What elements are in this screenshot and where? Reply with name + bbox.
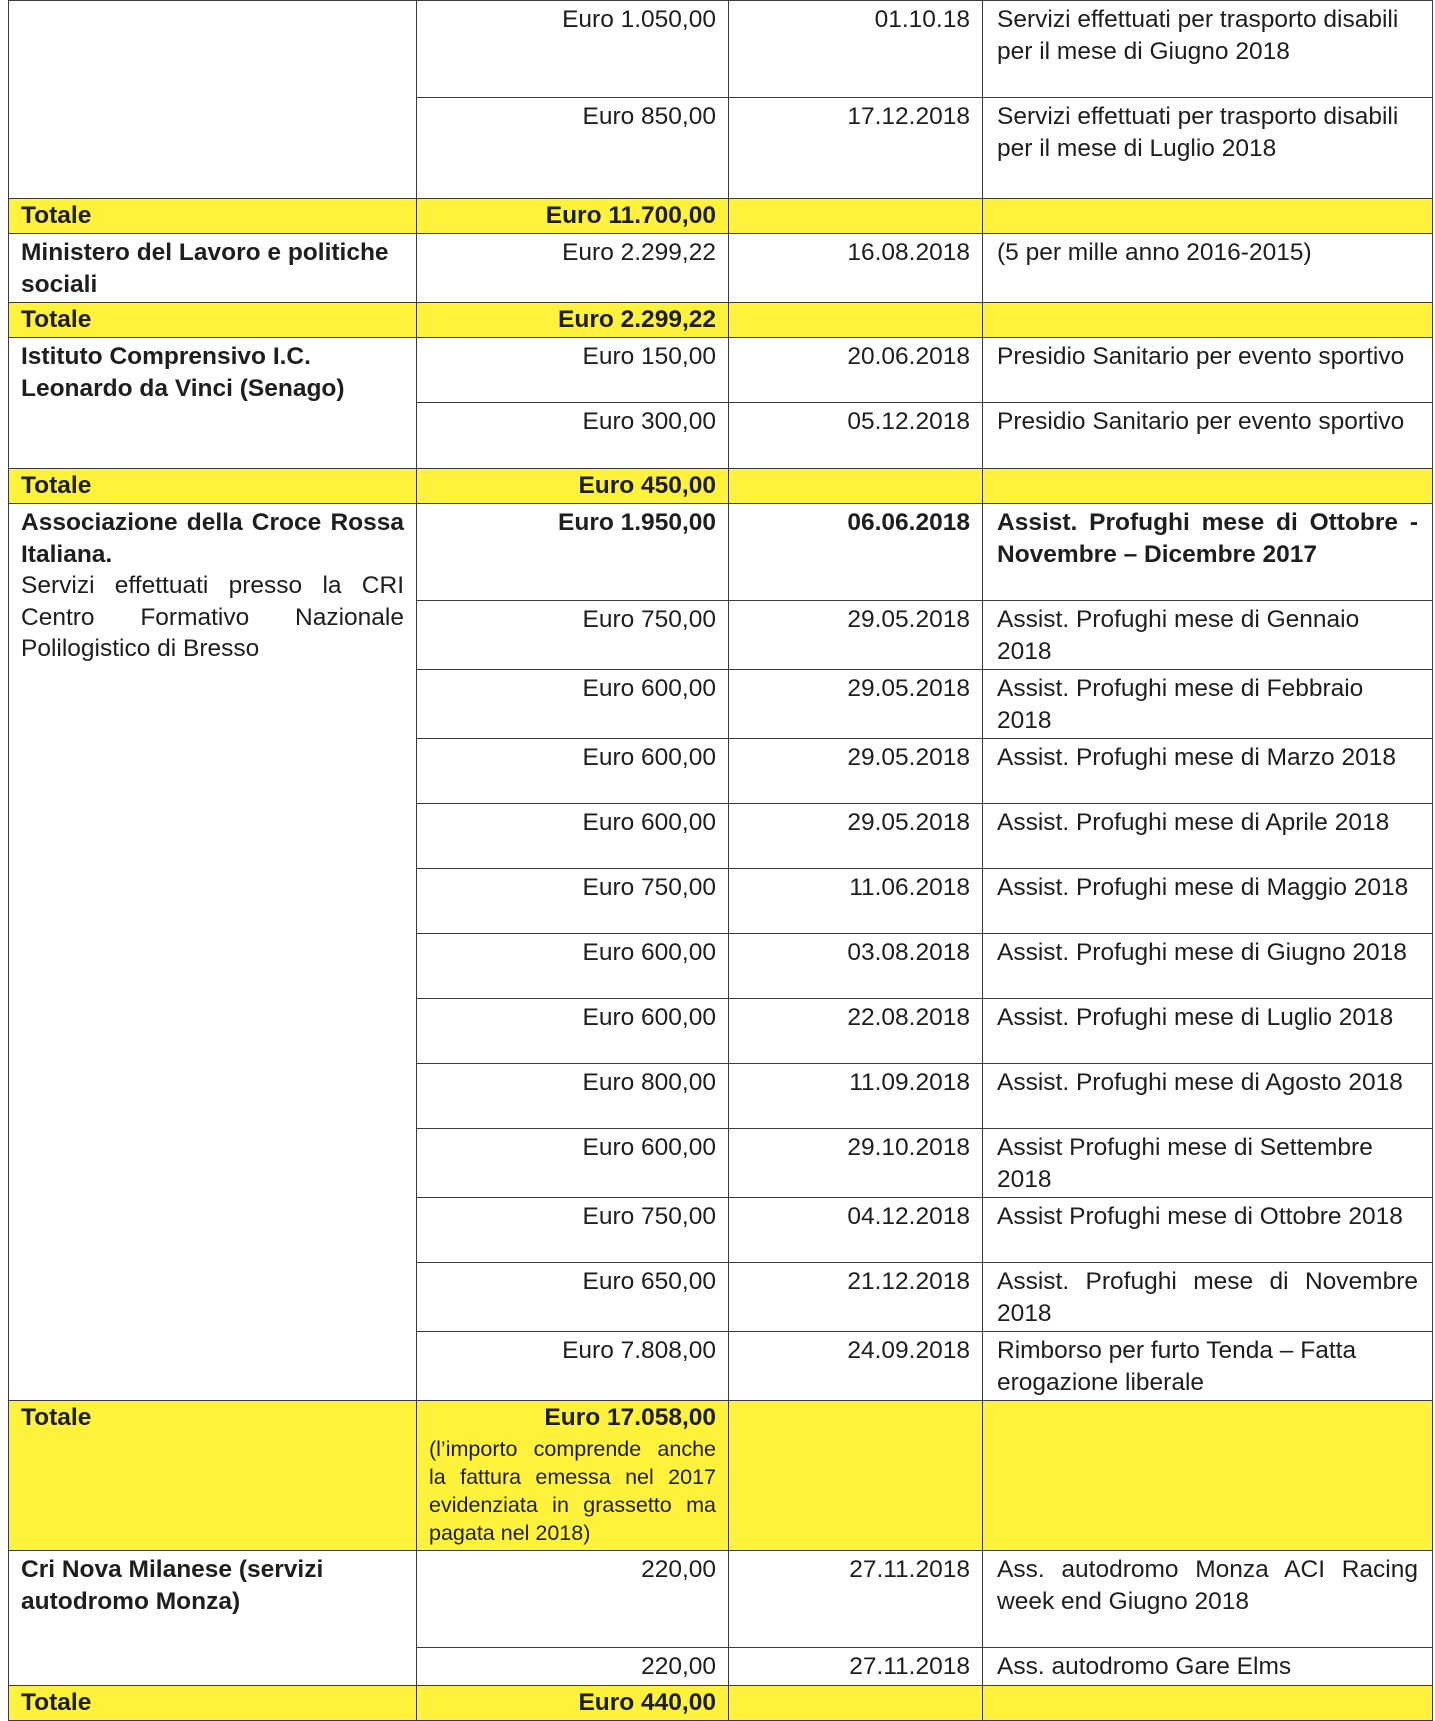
date-cell: 29.05.2018 xyxy=(729,739,983,804)
amount-cell: Euro 300,00 xyxy=(417,403,729,469)
amount-cell: Euro 2.299,22 xyxy=(417,234,729,303)
description-cell: Ass. autodromo Gare Elms xyxy=(983,1648,1433,1686)
amount-cell: Euro 750,00 xyxy=(417,601,729,670)
table-row xyxy=(9,1,1433,98)
amount-cell: Euro 800,00 xyxy=(417,1064,729,1129)
entity-cell-cri xyxy=(9,504,417,1401)
date-cell: 29.05.2018 xyxy=(729,804,983,869)
entity-name: Cri Nova Milanese (servizi autodromo Monza) xyxy=(9,1551,417,1686)
amount-cell: Euro 600,00 xyxy=(417,934,729,999)
description-cell: Assist. Profughi mese di Aprile 2018 xyxy=(983,804,1433,869)
entity-name: Istituto Comprensivo I.C. Leonardo da Vinci (Senago) xyxy=(9,338,417,469)
payments-table xyxy=(8,0,1433,1721)
total-label: Totale xyxy=(9,303,417,338)
empty-cell xyxy=(729,199,983,234)
total-label: Totale xyxy=(9,199,417,234)
total-row xyxy=(9,303,1433,338)
amount-cell: Euro 750,00 xyxy=(417,1198,729,1263)
total-amount: Euro 17.058,00 xyxy=(544,1404,716,1431)
date-cell: 16.08.2018 xyxy=(729,234,983,303)
entity-description: Servizi effettuati presso la CRI Centro Formativo Nazionale Polilogistico di Bresso xyxy=(21,572,404,662)
amount-cell: Euro 7.808,00 xyxy=(417,1332,729,1401)
description-cell: Assist Profughi mese di Settembre 2018 xyxy=(983,1129,1433,1198)
date-cell: 17.12.2018 xyxy=(729,98,983,199)
description-cell: Rimborso per furto Tenda – Fatta erogazione liberale xyxy=(983,1332,1433,1401)
date-cell: 04.12.2018 xyxy=(729,1198,983,1263)
description-cell: Assist. Profughi mese di Luglio 2018 xyxy=(983,999,1433,1064)
total-amount: Euro 2.299,22 xyxy=(417,303,729,338)
date-cell: 01.10.18 xyxy=(729,1,983,98)
total-amount: Euro 450,00 xyxy=(417,469,729,504)
empty-cell xyxy=(983,199,1433,234)
date-cell: 29.05.2018 xyxy=(729,670,983,739)
amount-cell: Euro 1.950,00 xyxy=(417,504,729,601)
description-cell: Servizi effettuati per trasporto disabili per il mese di Giugno 2018 xyxy=(983,1,1433,98)
description-cell: Assist. Profughi mese di Marzo 2018 xyxy=(983,739,1433,804)
empty-cell xyxy=(729,303,983,338)
amount-cell: Euro 150,00 xyxy=(417,338,729,403)
entity-name: Ministero del Lavoro e politiche sociali xyxy=(9,234,417,303)
description-cell: Assist Profughi mese di Ottobre 2018 xyxy=(983,1198,1433,1263)
date-cell: 03.08.2018 xyxy=(729,934,983,999)
date-cell: 29.05.2018 xyxy=(729,601,983,670)
amount-cell: Euro 600,00 xyxy=(417,804,729,869)
empty-cell xyxy=(983,1401,1433,1551)
date-cell: 27.11.2018 xyxy=(729,1648,983,1686)
date-cell: 05.12.2018 xyxy=(729,403,983,469)
date-cell: 21.12.2018 xyxy=(729,1263,983,1332)
total-row xyxy=(9,469,1433,504)
description-cell: Assist. Profughi mese di Gennaio 2018 xyxy=(983,601,1433,670)
entity-cell-empty xyxy=(9,1,417,199)
table-row xyxy=(9,234,1433,303)
amount-cell: Euro 1.050,00 xyxy=(417,1,729,98)
description-cell: Presidio Sanitario per evento sportivo xyxy=(983,338,1433,403)
amount-cell: Euro 650,00 xyxy=(417,1263,729,1332)
amount-cell: Euro 600,00 xyxy=(417,670,729,739)
description-cell: Assist. Profughi mese di Giugno 2018 xyxy=(983,934,1433,999)
description-cell: Ass. autodromo Monza ACI Racing week end Giugno 2018 xyxy=(983,1551,1433,1648)
empty-cell xyxy=(729,469,983,504)
date-cell: 11.06.2018 xyxy=(729,869,983,934)
amount-cell: 220,00 xyxy=(417,1551,729,1648)
date-cell: 27.11.2018 xyxy=(729,1551,983,1648)
date-cell: 29.10.2018 xyxy=(729,1129,983,1198)
entity-name: Associazione della Croce Rossa Italiana. xyxy=(21,509,404,568)
amount-cell: Euro 600,00 xyxy=(417,739,729,804)
date-cell: 24.09.2018 xyxy=(729,1332,983,1401)
total-amount: Euro 440,00 xyxy=(417,1685,729,1720)
description-cell: Assist. Profughi mese di Febbraio 2018 xyxy=(983,670,1433,739)
table-row xyxy=(9,338,1433,403)
table-row xyxy=(9,504,1433,601)
description-cell: (5 per mille anno 2016-2015) xyxy=(983,234,1433,303)
description-cell: Servizi effettuati per trasporto disabili per il mese di Luglio 2018 xyxy=(983,98,1433,199)
date-cell: 22.08.2018 xyxy=(729,999,983,1064)
total-row xyxy=(9,1401,1433,1551)
total-amount-cell xyxy=(417,1401,729,1551)
amount-cell: Euro 600,00 xyxy=(417,999,729,1064)
total-label: Totale xyxy=(9,469,417,504)
description-cell: Assist. Profughi mese di Novembre 2018 xyxy=(983,1263,1433,1332)
date-cell: 11.09.2018 xyxy=(729,1064,983,1129)
date-cell: 20.06.2018 xyxy=(729,338,983,403)
amount-cell: Euro 750,00 xyxy=(417,869,729,934)
total-label: Totale xyxy=(9,1685,417,1720)
total-label: Totale xyxy=(9,1401,417,1551)
amount-cell: Euro 600,00 xyxy=(417,1129,729,1198)
description-cell: Assist. Profughi mese di Agosto 2018 xyxy=(983,1064,1433,1129)
date-cell: 06.06.2018 xyxy=(729,504,983,601)
total-amount: Euro 11.700,00 xyxy=(417,199,729,234)
table-row xyxy=(9,1551,1433,1648)
empty-cell xyxy=(983,469,1433,504)
total-note: (l’importo comprende anche la fattura emessa nel 2017 evidenziata in grassetto ma pagata nel 2018) xyxy=(429,1436,716,1545)
amount-cell: 220,00 xyxy=(417,1648,729,1686)
amount-cell: Euro 850,00 xyxy=(417,98,729,199)
total-row xyxy=(9,199,1433,234)
description-cell: Assist. Profughi mese di Ottobre - Novembre – Dicembre 2017 xyxy=(983,504,1433,601)
description-cell: Presidio Sanitario per evento sportivo xyxy=(983,403,1433,469)
description-cell: Assist. Profughi mese di Maggio 2018 xyxy=(983,869,1433,934)
empty-cell xyxy=(983,303,1433,338)
empty-cell xyxy=(729,1401,983,1551)
